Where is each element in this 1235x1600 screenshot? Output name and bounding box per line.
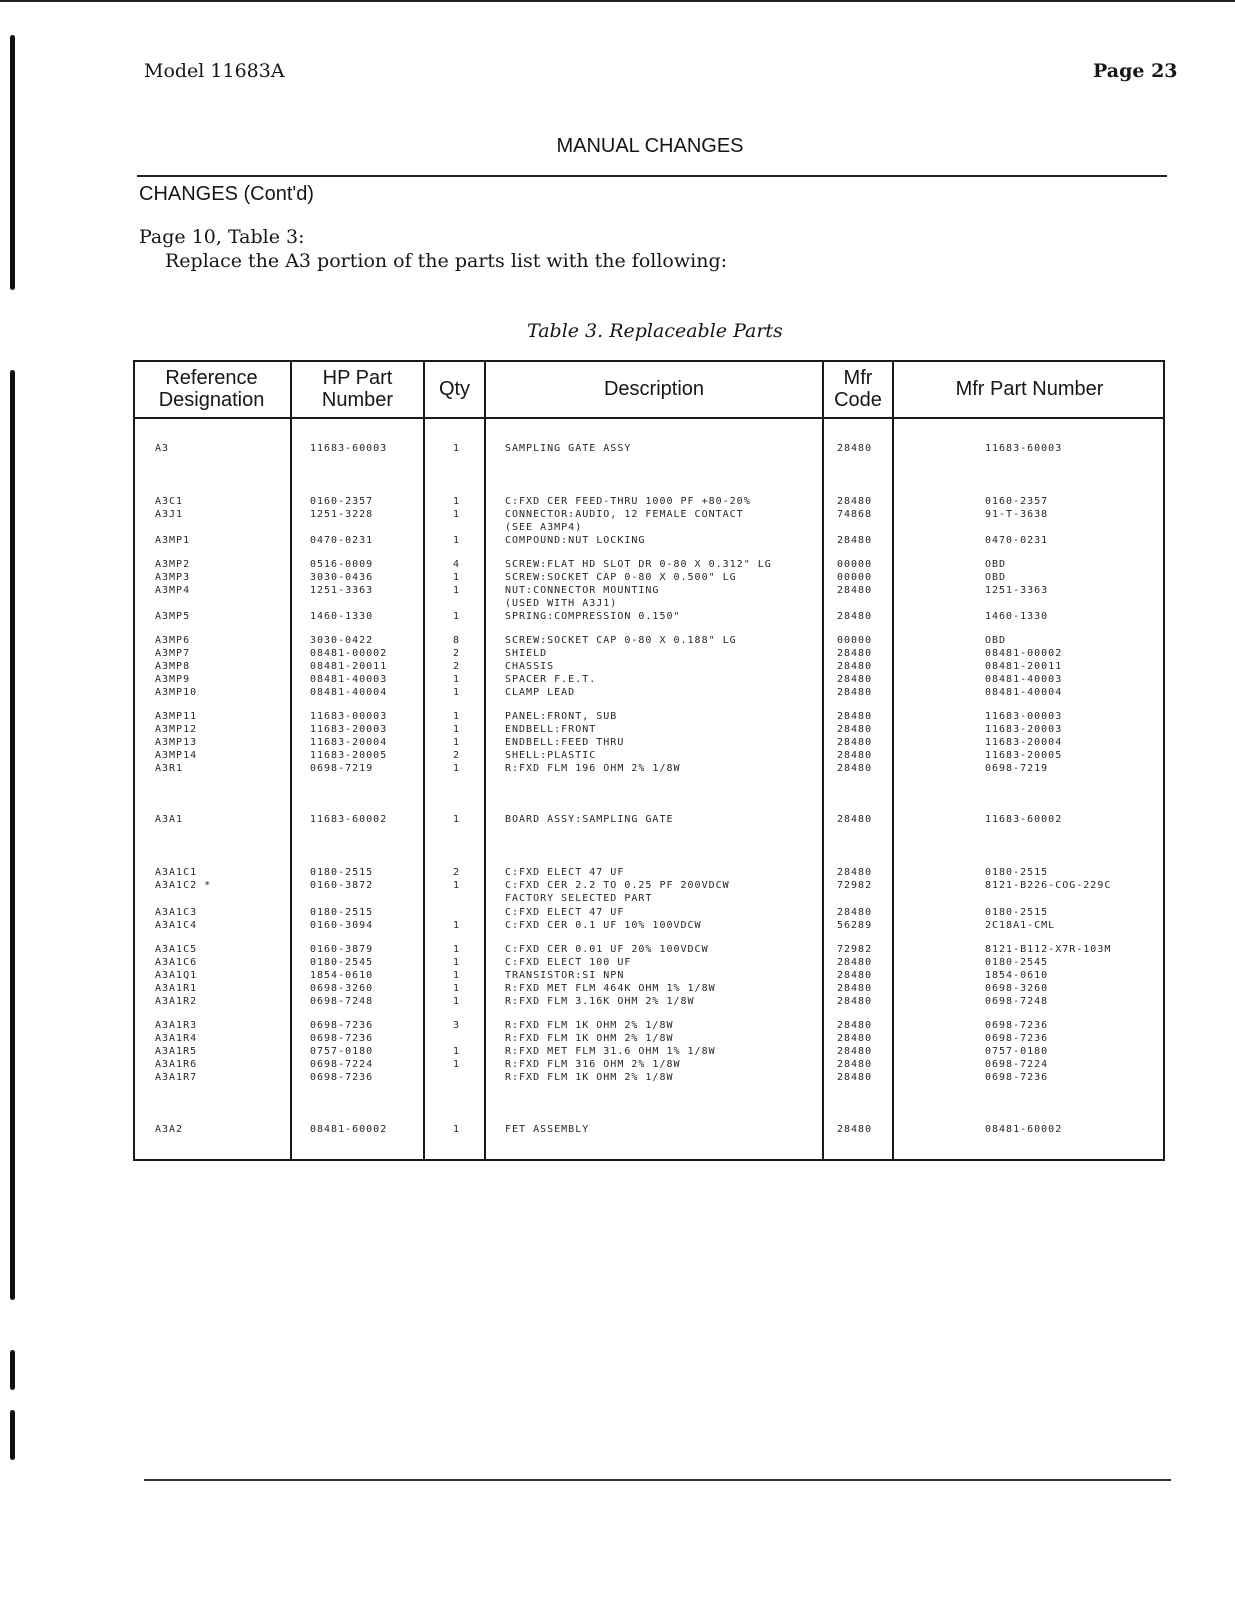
- cell-mfr-part: 91-T-3638: [985, 509, 1049, 520]
- cell-mfr-code: 28480: [837, 814, 873, 825]
- cell-qty: 1: [453, 687, 461, 698]
- column-divider: [892, 360, 894, 1161]
- cell-mfr-code: 28480: [837, 970, 873, 981]
- header-mfr-code: Mfr Code: [834, 366, 882, 411]
- cell-qty: 1: [453, 996, 461, 1007]
- cell-hp-part: 11683-20005: [310, 750, 388, 761]
- cell-ref: A3MP11: [155, 711, 198, 722]
- header-qty: Qty: [438, 377, 471, 400]
- table-caption: Table 3. Replaceable Parts: [527, 320, 783, 342]
- cell-ref: A3A1R7: [155, 1072, 198, 1083]
- bottom-rule: [144, 1479, 1171, 1481]
- cell-mfr-code: 00000: [837, 572, 873, 583]
- cell-hp-part: 1854-0610: [310, 970, 374, 981]
- cell-mfr-code: 28480: [837, 724, 873, 735]
- cell-mfr-part: 11683-60003: [985, 443, 1063, 454]
- cell-mfr-part: 0698-7236: [985, 1072, 1049, 1083]
- cell-mfr-code: 28480: [837, 611, 873, 622]
- cell-mfr-code: 28480: [837, 1124, 873, 1135]
- cell-qty: 1: [453, 763, 461, 774]
- cell-ref: A3MP9: [155, 674, 191, 685]
- cell-qty: 1: [453, 983, 461, 994]
- cell-description: R:FXD MET FLM 464K OHM 1% 1/8W: [505, 983, 716, 994]
- page-number: Page 23: [1093, 60, 1178, 82]
- cell-qty: 1: [453, 572, 461, 583]
- cell-hp-part: 11683-00003: [310, 711, 388, 722]
- cell-hp-part: 0160-3879: [310, 944, 374, 955]
- cell-qty: 1: [453, 443, 461, 454]
- cell-mfr-code: 28480: [837, 996, 873, 1007]
- cell-ref: A3MP8: [155, 661, 191, 672]
- cell-mfr-code: 28480: [837, 957, 873, 968]
- cell-description: SCREW:FLAT HD SLOT DR 0-80 X 0.312" LG: [505, 559, 772, 570]
- cell-mfr-code: 74868: [837, 509, 873, 520]
- cell-ref: A3A1R4: [155, 1033, 198, 1044]
- cell-hp-part: 0160-2357: [310, 496, 374, 507]
- cell-hp-part: 0698-7236: [310, 1033, 374, 1044]
- cell-hp-part: 3030-0422: [310, 635, 374, 646]
- cell-mfr-part: 0470-0231: [985, 535, 1049, 546]
- cell-description: FET ASSEMBLY: [505, 1124, 590, 1135]
- cell-mfr-part: 1854-0610: [985, 970, 1049, 981]
- cell-hp-part: 1251-3363: [310, 585, 374, 596]
- cell-mfr-part: 11683-60002: [985, 814, 1063, 825]
- cell-description: ENDBELL:FRONT: [505, 724, 597, 735]
- cell-description: R:FXD FLM 1K OHM 2% 1/8W: [505, 1033, 674, 1044]
- cell-description: C:FXD ELECT 47 UF: [505, 907, 625, 918]
- cell-mfr-part: 0698-7219: [985, 763, 1049, 774]
- cell-mfr-part: 0698-7236: [985, 1033, 1049, 1044]
- cell-hp-part: 1460-1330: [310, 611, 374, 622]
- cell-ref: A3A1C5: [155, 944, 198, 955]
- binding-shadow: [10, 1350, 15, 1390]
- cell-description: NUT:CONNECTOR MOUNTING: [505, 585, 660, 596]
- cell-ref: A3R1: [155, 763, 184, 774]
- cell-description: CONNECTOR:AUDIO, 12 FEMALE CONTACT: [505, 509, 744, 520]
- cell-ref: A3C1: [155, 496, 184, 507]
- cell-description: R:FXD MET FLM 31.6 OHM 1% 1/8W: [505, 1046, 716, 1057]
- binding-shadow: [10, 1410, 15, 1460]
- cell-ref: A3J1: [155, 509, 184, 520]
- binding-shadow: [10, 370, 15, 1300]
- cell-hp-part: 0470-0231: [310, 535, 374, 546]
- header-mfr-part-number: Mfr Part Number: [955, 377, 1104, 400]
- cell-description: SPRING:COMPRESSION 0.150": [505, 611, 681, 622]
- header-description: Description: [603, 377, 705, 400]
- cell-description: CHASSIS: [505, 661, 555, 672]
- cell-mfr-part: 8121-B226-COG-229C: [985, 880, 1112, 891]
- cell-description: TRANSISTOR:SI NPN: [505, 970, 625, 981]
- cell-mfr-code: 28480: [837, 867, 873, 878]
- cell-description: COMPOUND:NUT LOCKING: [505, 535, 646, 546]
- cell-hp-part: 0180-2515: [310, 867, 374, 878]
- cell-ref: A3: [155, 443, 170, 454]
- cell-qty: 8: [453, 635, 461, 646]
- cell-qty: 2: [453, 750, 461, 761]
- cell-hp-part: 11683-60002: [310, 814, 388, 825]
- cell-hp-part: 0698-3260: [310, 983, 374, 994]
- cell-ref: A3MP12: [155, 724, 198, 735]
- section-heading: CHANGES (Cont'd): [139, 183, 314, 205]
- cell-description: SCREW:SOCKET CAP 0-80 X 0.500" LG: [505, 572, 737, 583]
- cell-mfr-code: 28480: [837, 763, 873, 774]
- cell-qty: 1: [453, 944, 461, 955]
- cell-description: (SEE A3MP4): [505, 522, 583, 533]
- cell-qty: 1: [453, 814, 461, 825]
- cell-description: SAMPLING GATE ASSY: [505, 443, 632, 454]
- cell-mfr-part: 0698-7236: [985, 1020, 1049, 1031]
- cell-hp-part: 0160-3872: [310, 880, 374, 891]
- cell-hp-part: 11683-60003: [310, 443, 388, 454]
- cell-qty: 1: [453, 920, 461, 931]
- cell-mfr-part: 0698-7224: [985, 1059, 1049, 1070]
- cell-mfr-code: 00000: [837, 635, 873, 646]
- cell-mfr-part: 11683-20005: [985, 750, 1063, 761]
- cell-qty: 2: [453, 648, 461, 659]
- cell-hp-part: 1251-3228: [310, 509, 374, 520]
- cell-qty: 1: [453, 535, 461, 546]
- cell-description: SHIELD: [505, 648, 548, 659]
- cell-hp-part: 11683-20003: [310, 724, 388, 735]
- cell-ref: A3MP6: [155, 635, 191, 646]
- cell-ref: A3MP2: [155, 559, 191, 570]
- cell-qty: 3: [453, 1020, 461, 1031]
- cell-mfr-code: 28480: [837, 674, 873, 685]
- cell-qty: 1: [453, 737, 461, 748]
- cell-description: C:FXD CER 2.2 TO 0.25 PF 200VDCW: [505, 880, 730, 891]
- cell-hp-part: 0516-0009: [310, 559, 374, 570]
- top-page-edge-rule: [0, 0, 1235, 2]
- cell-description: SHELL:PLASTIC: [505, 750, 597, 761]
- title-rule: [137, 175, 1167, 177]
- cell-mfr-code: 28480: [837, 443, 873, 454]
- cell-mfr-part: 1251-3363: [985, 585, 1049, 596]
- cell-hp-part: 11683-20004: [310, 737, 388, 748]
- cell-ref: A3MP4: [155, 585, 191, 596]
- cell-description: ENDBELL:FEED THRU: [505, 737, 625, 748]
- header-hp-part-number: HP Part Number: [321, 366, 394, 411]
- cell-description: C:FXD CER 0.1 UF 10% 100VDCW: [505, 920, 702, 931]
- cell-ref: A3MP7: [155, 648, 191, 659]
- cell-mfr-part: 0698-7248: [985, 996, 1049, 1007]
- table-header-rule: [133, 417, 1165, 419]
- cell-mfr-part: OBD: [985, 559, 1007, 570]
- cell-qty: 1: [453, 509, 461, 520]
- cell-ref: A3A1C4: [155, 920, 198, 931]
- cell-hp-part: 0698-7248: [310, 996, 374, 1007]
- cell-ref: A3A1C2 *: [155, 880, 212, 891]
- cell-description: FACTORY SELECTED PART: [505, 893, 653, 904]
- cell-mfr-code: 28480: [837, 1059, 873, 1070]
- cell-qty: 1: [453, 674, 461, 685]
- cell-hp-part: 08481-40003: [310, 674, 388, 685]
- cell-mfr-code: 28480: [837, 983, 873, 994]
- cell-mfr-code: 28480: [837, 711, 873, 722]
- binding-shadow: [10, 35, 15, 290]
- cell-mfr-code: 28480: [837, 1072, 873, 1083]
- instruction-line-2: Replace the A3 portion of the parts list with the following:: [165, 250, 728, 272]
- cell-mfr-code: 28480: [837, 496, 873, 507]
- cell-mfr-part: 0757-0180: [985, 1046, 1049, 1057]
- cell-hp-part: 0698-7219: [310, 763, 374, 774]
- cell-description: R:FXD FLM 316 OHM 2% 1/8W: [505, 1059, 681, 1070]
- cell-description: R:FXD FLM 3.16K OHM 2% 1/8W: [505, 996, 695, 1007]
- cell-description: SCREW:SOCKET CAP 0-80 X 0.188" LG: [505, 635, 737, 646]
- cell-hp-part: 08481-20011: [310, 661, 388, 672]
- cell-mfr-code: 72982: [837, 880, 873, 891]
- cell-mfr-part: 0180-2515: [985, 867, 1049, 878]
- cell-mfr-part: 08481-60002: [985, 1124, 1063, 1135]
- cell-qty: 1: [453, 1046, 461, 1057]
- cell-mfr-code: 28480: [837, 585, 873, 596]
- cell-ref: A3A1R5: [155, 1046, 198, 1057]
- cell-qty: 2: [453, 867, 461, 878]
- cell-ref: A3A1R2: [155, 996, 198, 1007]
- cell-qty: 1: [453, 1059, 461, 1070]
- cell-mfr-part: 0180-2515: [985, 907, 1049, 918]
- cell-ref: A3A1R6: [155, 1059, 198, 1070]
- cell-qty: 4: [453, 559, 461, 570]
- cell-qty: 1: [453, 970, 461, 981]
- cell-qty: 1: [453, 711, 461, 722]
- cell-mfr-code: 28480: [837, 535, 873, 546]
- cell-description: BOARD ASSY:SAMPLING GATE: [505, 814, 674, 825]
- cell-qty: 1: [453, 611, 461, 622]
- cell-mfr-part: 08481-00002: [985, 648, 1063, 659]
- column-divider: [290, 360, 292, 1161]
- cell-qty: 1: [453, 724, 461, 735]
- cell-mfr-part: 08481-20011: [985, 661, 1063, 672]
- cell-hp-part: 0698-7224: [310, 1059, 374, 1070]
- cell-ref: A3A1C1: [155, 867, 198, 878]
- cell-mfr-part: 0180-2545: [985, 957, 1049, 968]
- cell-hp-part: 0698-7236: [310, 1020, 374, 1031]
- cell-qty: 1: [453, 496, 461, 507]
- cell-ref: A3MP3: [155, 572, 191, 583]
- cell-mfr-code: 28480: [837, 648, 873, 659]
- cell-mfr-part: 1460-1330: [985, 611, 1049, 622]
- cell-mfr-code: 28480: [837, 661, 873, 672]
- instruction-line-1: Page 10, Table 3:: [139, 226, 305, 248]
- cell-ref: A3MP1: [155, 535, 191, 546]
- cell-ref: A3A1C6: [155, 957, 198, 968]
- cell-ref: A3MP5: [155, 611, 191, 622]
- cell-mfr-part: 08481-40004: [985, 687, 1063, 698]
- cell-mfr-code: 28480: [837, 687, 873, 698]
- cell-qty: 1: [453, 957, 461, 968]
- cell-mfr-code: 28480: [837, 737, 873, 748]
- cell-mfr-part: 0698-3260: [985, 983, 1049, 994]
- cell-ref: A3A1C3: [155, 907, 198, 918]
- cell-ref: A3A1R1: [155, 983, 198, 994]
- cell-qty: 1: [453, 880, 461, 891]
- cell-hp-part: 0757-0180: [310, 1046, 374, 1057]
- cell-mfr-part: 11683-20004: [985, 737, 1063, 748]
- cell-mfr-code: 28480: [837, 750, 873, 761]
- cell-mfr-code: 72982: [837, 944, 873, 955]
- cell-mfr-part: 11683-20003: [985, 724, 1063, 735]
- cell-ref: A3A2: [155, 1124, 184, 1135]
- cell-mfr-code: 56289: [837, 920, 873, 931]
- cell-description: R:FXD FLM 1K OHM 2% 1/8W: [505, 1020, 674, 1031]
- cell-mfr-code: 28480: [837, 1020, 873, 1031]
- header-reference-designation: Reference Designation: [158, 366, 265, 411]
- cell-description: C:FXD ELECT 47 UF: [505, 867, 625, 878]
- column-divider: [484, 360, 486, 1161]
- cell-hp-part: 0180-2515: [310, 907, 374, 918]
- column-divider: [822, 360, 824, 1161]
- cell-description: (USED WITH A3J1): [505, 598, 618, 609]
- cell-description: C:FXD CER FEED-THRU 1000 PF +80-20%: [505, 496, 751, 507]
- manual-changes-title: MANUAL CHANGES: [556, 135, 744, 157]
- cell-mfr-part: 0160-2357: [985, 496, 1049, 507]
- cell-description: C:FXD CER 0.01 UF 20% 100VDCW: [505, 944, 709, 955]
- cell-mfr-part: 2C18A1-CML: [985, 920, 1056, 931]
- cell-mfr-part: 08481-40003: [985, 674, 1063, 685]
- cell-ref: A3MP10: [155, 687, 198, 698]
- cell-mfr-part: 11683-00003: [985, 711, 1063, 722]
- cell-hp-part: 3030-0436: [310, 572, 374, 583]
- cell-hp-part: 08481-60002: [310, 1124, 388, 1135]
- cell-mfr-part: OBD: [985, 572, 1007, 583]
- cell-ref: A3MP13: [155, 737, 198, 748]
- cell-mfr-code: 28480: [837, 1046, 873, 1057]
- cell-hp-part: 0160-3094: [310, 920, 374, 931]
- cell-mfr-code: 28480: [837, 907, 873, 918]
- cell-description: C:FXD ELECT 100 UF: [505, 957, 632, 968]
- cell-hp-part: 0698-7236: [310, 1072, 374, 1083]
- cell-ref: A3MP14: [155, 750, 198, 761]
- cell-hp-part: 0180-2545: [310, 957, 374, 968]
- cell-mfr-code: 00000: [837, 559, 873, 570]
- cell-mfr-part: 8121-B112-X7R-103M: [985, 944, 1112, 955]
- cell-qty: 1: [453, 585, 461, 596]
- cell-description: CLAMP LEAD: [505, 687, 576, 698]
- cell-description: R:FXD FLM 1K OHM 2% 1/8W: [505, 1072, 674, 1083]
- model-header: Model 11683A: [144, 60, 285, 82]
- cell-hp-part: 08481-00002: [310, 648, 388, 659]
- cell-description: R:FXD FLM 196 OHM 2% 1/8W: [505, 763, 681, 774]
- cell-mfr-code: 28480: [837, 1033, 873, 1044]
- cell-qty: 2: [453, 661, 461, 672]
- cell-mfr-part: OBD: [985, 635, 1007, 646]
- cell-description: PANEL:FRONT, SUB: [505, 711, 618, 722]
- cell-ref: A3A1Q1: [155, 970, 198, 981]
- cell-qty: 1: [453, 1124, 461, 1135]
- column-divider: [423, 360, 425, 1161]
- cell-hp-part: 08481-40004: [310, 687, 388, 698]
- cell-ref: A3A1R3: [155, 1020, 198, 1031]
- cell-description: SPACER F.E.T.: [505, 674, 597, 685]
- cell-ref: A3A1: [155, 814, 184, 825]
